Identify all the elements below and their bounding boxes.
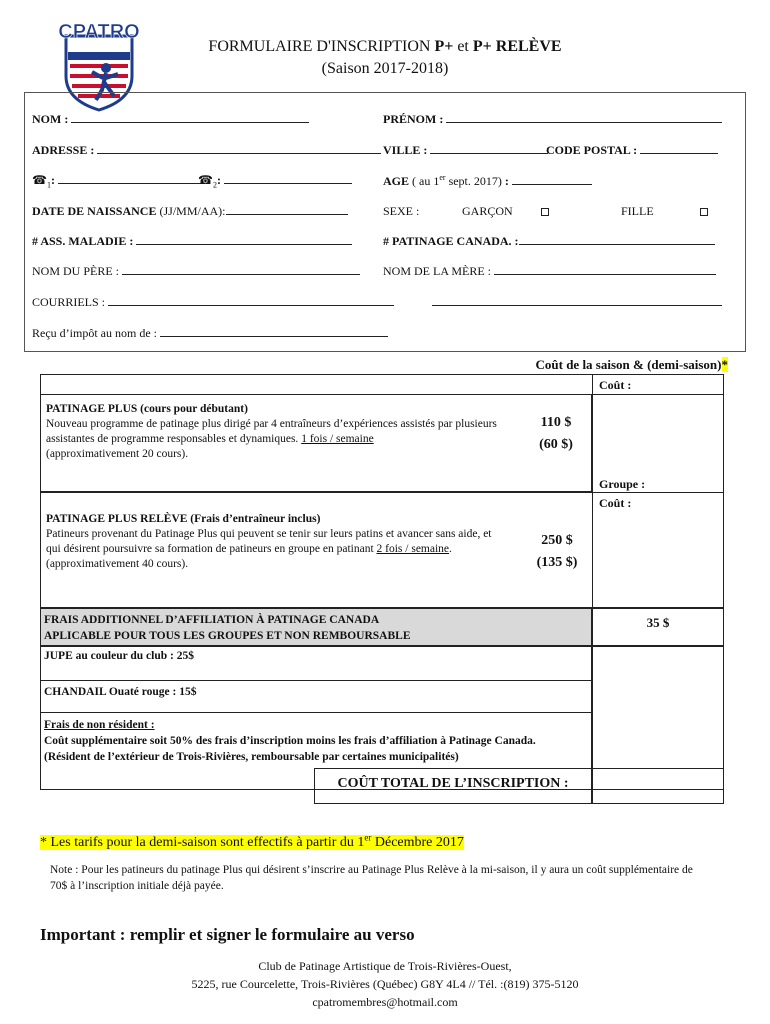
important-note: Important : remplir et signer le formulaire au verso	[40, 925, 415, 944]
date-naissance-field[interactable]: DATE DE NAISSANCE (JJ/MM/AA):	[32, 204, 348, 219]
ass-maladie-field[interactable]: # ASS. MALADIE :	[32, 234, 352, 249]
jupe-row: JUPE au couleur du club : 25$	[44, 650, 194, 662]
courriel2-field[interactable]	[432, 295, 722, 310]
fille-label: FILLE	[621, 204, 654, 218]
courriels-field[interactable]: COURRIELS :	[32, 295, 394, 310]
footer-club: Club de Patinage Artistique de Trois-Rivières-Ouest,	[258, 959, 512, 973]
nom-mere-field[interactable]: NOM DE LA MÈRE :	[383, 264, 716, 279]
program-title: PATINAGE PLUS RELÈVE (Frais d’entraîneur inclus)	[46, 513, 321, 525]
sexe-label: SEXE :	[383, 204, 420, 218]
cout-label-1: Coût :	[599, 378, 632, 392]
groupe-label: Groupe :	[599, 477, 646, 491]
chandail-row: CHANDAIL Ouaté rouge : 15$	[44, 686, 197, 698]
garcon-checkbox[interactable]	[541, 205, 549, 220]
program-price: 110 $ (60 $)	[539, 415, 573, 452]
non-resident-row: Frais de non résident : Coût supplémentaire soit 50% des frais d’inscription moins les frais d’affiliation à Patinage Canada. (Résident de l’extérieur de Trois-Rivières, remboursable par certaines municipalités)	[44, 719, 536, 763]
code-postal-field[interactable]: CODE POSTAL :	[546, 143, 718, 158]
footer-address: 5225, rue Courcelette, Trois-Rivières (Québec) G8Y 4L4 // Tél. :(819) 375-5120	[191, 977, 579, 991]
affiliation-price: 35 $	[646, 615, 670, 630]
program-price: 250 $ (135 $)	[536, 533, 578, 570]
footer-email: cpatromembres@hotmail.com	[312, 995, 458, 1009]
half-season-note: * Les tarifs pour la demi-saison sont effectifs à partir du 1er Décembre 2017	[40, 832, 464, 850]
total-label: COÛT TOTAL DE L’INSCRIPTION :	[337, 776, 569, 791]
recu-field[interactable]: Reçu d’impôt au nom de :	[32, 326, 388, 341]
phone1-field[interactable]: $☎_1$:	[32, 173, 204, 189]
nom-field[interactable]: NOM :	[32, 112, 309, 127]
season-subtitle: (Saison 2017-2018)	[321, 60, 449, 77]
cout-label-2: Coût :	[599, 496, 632, 510]
total-amount-field[interactable]	[592, 768, 724, 804]
garcon-label: GARÇON	[462, 204, 513, 218]
cost-heading: Coût de la saison & (demi-saison)*	[535, 357, 728, 372]
adresse-field[interactable]: ADRESSE :	[32, 143, 381, 158]
phone2-field[interactable]: $☎_2$:	[198, 173, 352, 189]
nom-pere-field[interactable]: NOM DU PÈRE :	[32, 264, 360, 279]
prenom-field[interactable]: PRÉNOM :	[383, 112, 722, 127]
patinage-canada-field[interactable]: # PATINAGE CANADA. :	[383, 234, 715, 249]
age-field[interactable]: AGE ( au 1er sept. 2017) :	[383, 173, 592, 189]
ville-field[interactable]: VILLE :	[383, 143, 548, 158]
phone-icon: ☎	[32, 173, 47, 187]
program-title: PATINAGE PLUS (cours pour débutant)	[46, 403, 248, 415]
logo-text: CPATRO	[58, 21, 140, 43]
phone-icon: ☎	[198, 173, 213, 187]
relief-note: Note : Pour les patineurs du patinage Plus qui désirent s’inscrire au Patinage Plus Relève à la mi-saison, il y aura un coût supplémentaire de 70$ à l’inscription initiale déjà payée.	[50, 864, 693, 892]
fille-checkbox[interactable]	[700, 205, 708, 220]
identification-box	[24, 92, 746, 352]
form-title: FORMULAIRE D'INSCRIPTION P+ et P+ RELÈVE	[208, 38, 562, 55]
